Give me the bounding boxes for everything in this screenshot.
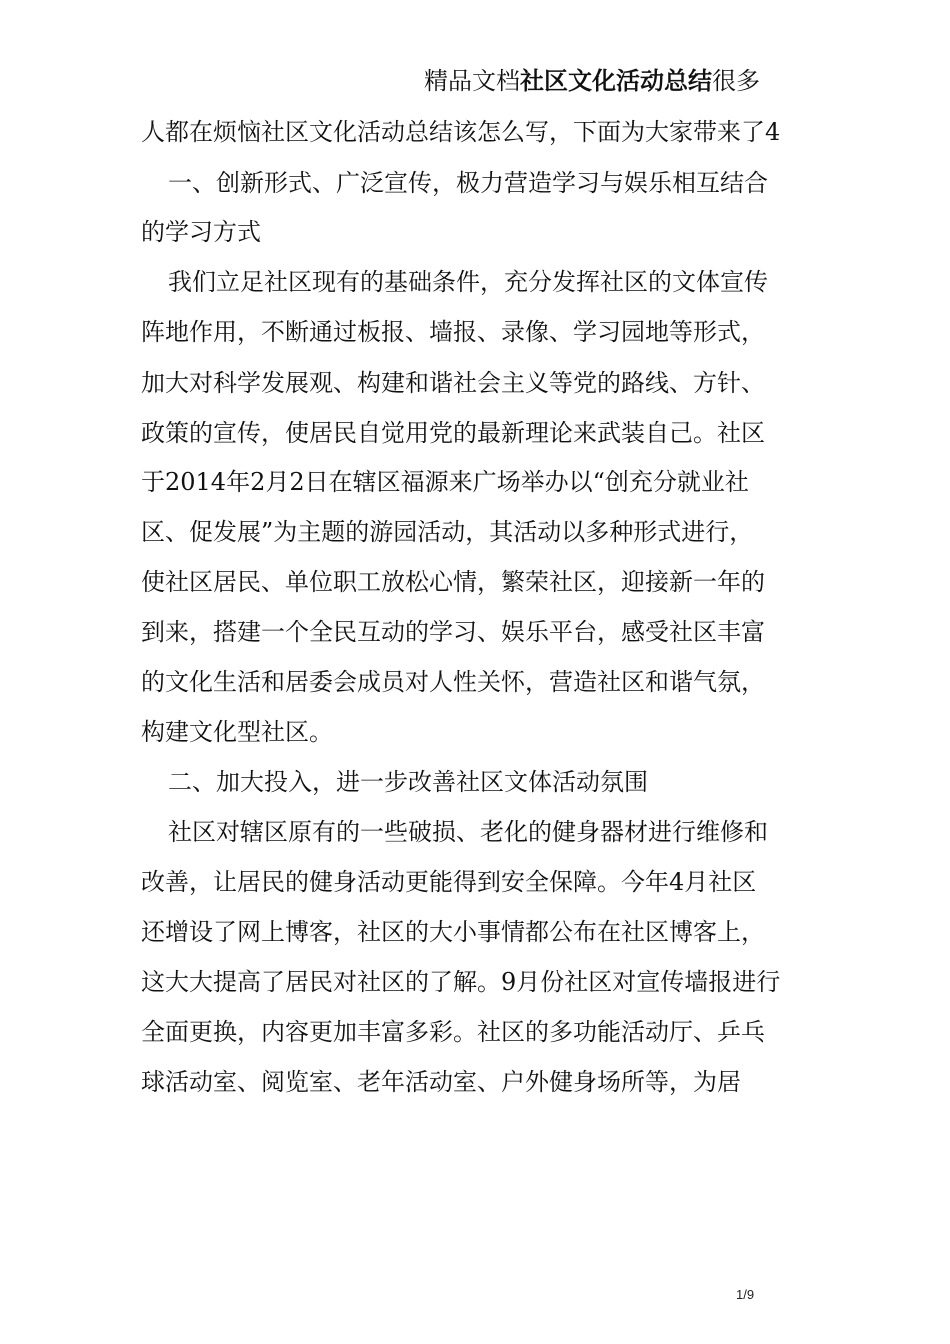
- paragraph-1-line-2: 阵地作用，不断通过板报、墙报、录像、学习园地等形式，: [141, 318, 765, 346]
- paragraph-1-line-5: 于2014年2月2日在辖区福源来广场举办以“创充分就业社: [141, 468, 749, 496]
- header-prefix: 精品文档: [424, 67, 520, 95]
- paragraph-2-line-6: 球活动室、阅览室、老年活动室、户外健身场所等，为居: [141, 1068, 741, 1096]
- section-heading-1: 一、创新形式、广泛宣传，极力营造学习与娱乐相互结合: [168, 169, 768, 197]
- paragraph-1-line-9: 的文化生活和居委会成员对人性关怀，营造社区和谐气氛，: [141, 668, 765, 696]
- paragraph-1-line-10: 构建文化型社区。: [141, 718, 333, 746]
- body-line-3: 的学习方式: [141, 218, 261, 246]
- paragraph-1-line-6: 区、促发展”为主题的游园活动，其活动以多种形式进行，: [141, 518, 754, 546]
- header-suffix: 很多: [712, 67, 760, 95]
- document-title: 社区文化活动总结: [520, 67, 712, 95]
- paragraph-2-line-4: 这大大提高了居民对社区的了解。9月份社区对宣传墙报进行: [141, 968, 781, 996]
- paragraph-1-line-4: 政策的宣传，使居民自觉用党的最新理论来武装自己。社区: [141, 419, 765, 447]
- paragraph-1-line-8: 到来，搭建一个全民互动的学习、娱乐平台，感受社区丰富: [141, 618, 765, 646]
- body-line-1: 人都在烦恼社区文化活动总结该怎么写，下面为大家带来了4: [141, 118, 781, 146]
- page-number: 1/9: [736, 1287, 755, 1302]
- paragraph-1-line-7: 使社区居民、单位职工放松心情，繁荣社区，迎接新一年的: [141, 568, 765, 596]
- paragraph-2-line-1: 社区对辖区原有的一些破损、老化的健身器材进行维修和: [168, 818, 768, 846]
- paragraph-1-line-3: 加大对科学发展观、构建和谐社会主义等党的路线、方针、: [141, 369, 765, 397]
- paragraph-2-line-2: 改善，让居民的健身活动更能得到安全保障。今年4月社区: [141, 868, 757, 896]
- header-line: [424, 66, 824, 96]
- paragraph-2-line-3: 还增设了网上博客，社区的大小事情都公布在社区博客上，: [141, 918, 765, 946]
- section-heading-2: 二、加大投入，进一步改善社区文体活动氛围: [168, 768, 648, 796]
- paragraph-2-line-5: 全面更换，内容更加丰富多彩。社区的多功能活动厅、乒乓: [141, 1018, 765, 1046]
- paragraph-1-line-1: 我们立足社区现有的基础条件，充分发挥社区的文体宣传: [168, 268, 768, 296]
